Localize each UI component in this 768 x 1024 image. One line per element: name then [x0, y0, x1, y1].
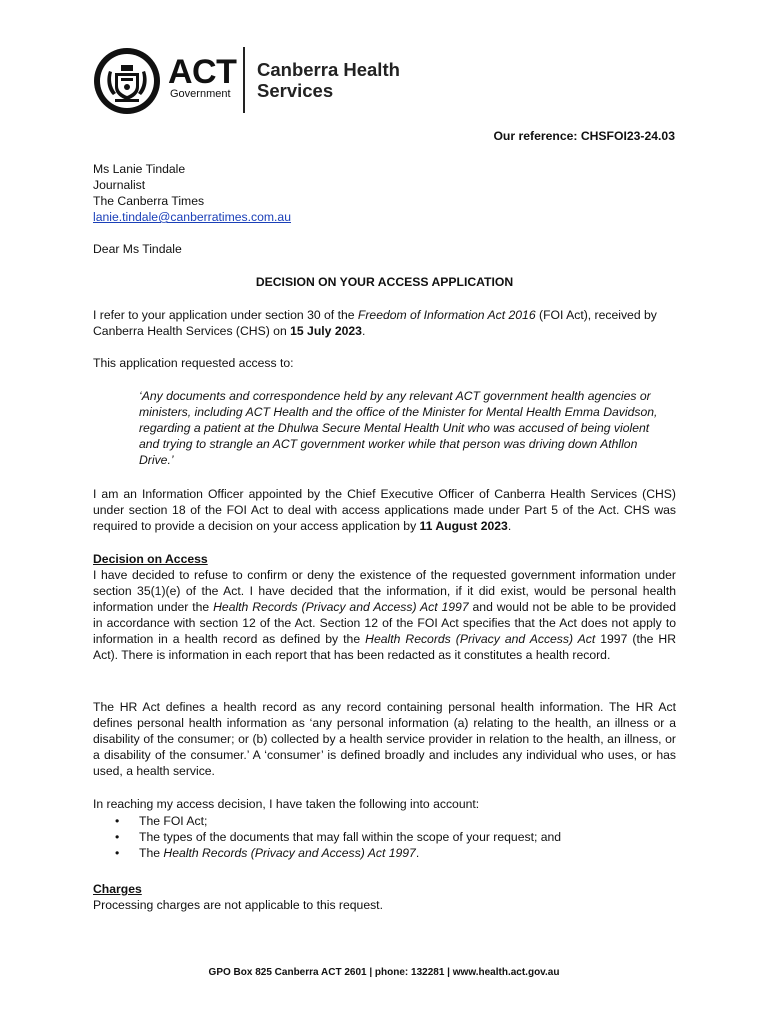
para3-text-b: . [507, 519, 512, 533]
decision-text-a: I have decided to refuse to confirm or deny the existence of the requested government information under section 35(1)(e) of the Act. I have decided that the information, if it did exist, would be personal health information under the [93, 568, 676, 614]
charges-text: Processing charges are not applicable to this request. [93, 898, 383, 912]
recipient-role: Journalist [93, 178, 146, 192]
paragraph-requested-access: This application requested access to: [93, 356, 294, 370]
act-logo-word: ACT [168, 53, 237, 91]
decision-text-c: 1997 (the HR Act). There is information in each report that has been redacted as it constitutes a health record. [93, 632, 677, 662]
para1-received-date: 15 July 2023 [290, 324, 362, 338]
letter-title: DECISION ON YOUR ACCESS APPLICATION [255, 275, 514, 289]
para1-text-c: . [361, 324, 366, 338]
decision-act-name-1: Health Records (Privacy and Access) Act 1997 [213, 600, 469, 614]
organisation-name-line2: Services [257, 80, 334, 101]
para3-text-a: I am an Information Officer appointed by the Chief Executive Officer of Canberra Health Services (CHS) under section 18 of the FOI Act to deal with access applications made under Part 5 of the Act. CHS was required to provide a decision on your access application by [93, 487, 676, 533]
para1-text-b: (FOI Act), received by Canberra Health Services (CHS) on [93, 308, 657, 338]
bullet-text-3b: . [415, 846, 420, 860]
logo-divider [243, 47, 245, 113]
section-decision-on-access [93, 551, 676, 663]
recipient-address [93, 161, 676, 225]
bullet-text-3a: The [139, 846, 164, 860]
request-quote: ‘Any documents and correspondence held by any relevant ACT government health agencies or ministers, including ACT Health and the office of the Minister for Mental Health Emma Davidson, regarding a patient at the Dhulwa Secure Mental Health Unit who was accused of being violent and trying to strangle an ACT government worker while that person was driving down Athllon Drive.’ [139, 389, 658, 467]
bullet-act-name: Health Records (Privacy and Access) Act 1997 [163, 846, 416, 860]
act-coat-of-arms-logo [93, 47, 161, 115]
considerations-list [93, 813, 676, 861]
para3-decision-date: 11 August 2023 [419, 519, 508, 533]
recipient-name: Ms Lanie Tindale [93, 162, 186, 176]
organisation-name-line1: Canberra Health [257, 59, 400, 80]
charges-heading: Charges [93, 882, 142, 896]
decision-heading: Decision on Access [93, 552, 208, 566]
decision-text-b: and would not be able to be provided in accordance with section 12 of the Act. Section 12 of the FOI Act specifies that the Act does not apply to information in a health record as defined by the [93, 600, 677, 646]
para1-act-name: Freedom of Information Act 2016 [357, 308, 536, 322]
organisation-name [257, 59, 477, 101]
decision-act-name-2: Health Records (Privacy and Access) Act [365, 632, 596, 646]
bullet-text-2: The types of the documents that may fall within the scope of your request; and [139, 830, 562, 844]
list-item: • The Health Records (Privacy and Access) Act 1997. [115, 846, 420, 860]
recipient-organisation: The Canberra Times [93, 194, 205, 208]
paragraph-taken-into-account: In reaching my access decision, I have taken the following into account: [93, 797, 480, 811]
paragraph-hr-act-definition: The HR Act defines a health record as any record containing personal health information. The HR Act defines personal health information as ‘any personal information (a) relating to the health, an illness or a disability of the consumer; or (b) collected by a health service provider in relation to the health, an illness, or a disability of the consumer.’ A ‘consumer’ is defined broadly and includes any individual who uses, or has used, a health service. [93, 700, 676, 778]
salutation: Dear Ms Tindale [93, 242, 182, 256]
bullet-text-1: The FOI Act; [139, 814, 208, 828]
paragraph-information-officer [93, 486, 676, 534]
act-logo-government: Government [170, 88, 231, 100]
section-charges [93, 881, 676, 913]
letter-footer: GPO Box 825 Canberra ACT 2601 | phone: 132281 | www.health.act.gov.au [208, 967, 560, 978]
recipient-email-link[interactable]: lanie.tindale@canberratimes.com.au [93, 210, 291, 224]
our-reference: Our reference: CHSFOI23-24.03 [493, 129, 675, 143]
paragraph-application [93, 307, 676, 339]
list-item: • The types of the documents that may fall within the scope of your request; and [115, 830, 562, 844]
para1-text-a: I refer to your application under section 30 of the [93, 308, 358, 322]
list-item: • The FOI Act; [115, 814, 208, 828]
